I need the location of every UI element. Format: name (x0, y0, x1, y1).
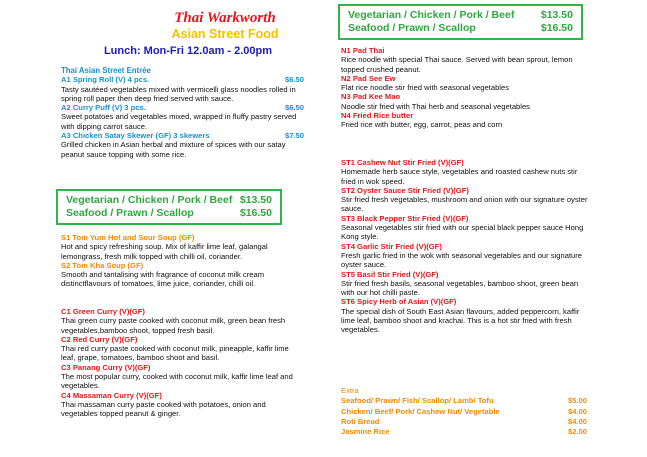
menu-item (61, 363, 304, 391)
item-desc: Seasonal vegetables stir fried with our special black pepper sauce Hong Kong style. (341, 223, 584, 242)
item-desc: Thai massaman curry paste cooked with potatoes, onion and vegetables topped peanut & ginger. (61, 399, 266, 419)
entree-title: Thai Asian Street Entrée (61, 66, 151, 75)
item-name: A3 Chicken Satay Skewer (GF) 3 skewers (61, 131, 210, 141)
item-name: ST6 Spicy Herb of Asian (V)(GF) (341, 297, 457, 307)
price-label: Vegetarian / Chicken / Pork / Beef (66, 194, 233, 206)
extra-label: Chicken/ Beef/ Pork/ Cashew Nut/ Vegetable (341, 406, 500, 416)
item-name: ST2 Oyster Sauce Stir Fried (V)(GF) (341, 185, 469, 195)
item-price: $6.50 (284, 103, 304, 113)
menu-item (341, 242, 591, 270)
item-name: ST5 Basil Stir Fried (V)(GF) (341, 269, 439, 279)
price-box-left (56, 189, 282, 225)
restaurant-subtitle: Asian Street Food (171, 27, 279, 41)
menu-item (61, 75, 304, 103)
extra-price: $4.00 (567, 416, 587, 426)
noodle-section (341, 46, 586, 130)
menu-item (61, 103, 304, 131)
price-value: $13.50 (540, 9, 573, 21)
item-desc: Grilled chicken in Asian herbal and mixture of spices with our satay peanut sauce topping with some rice. (61, 140, 286, 159)
item-price: $7.50 (284, 131, 304, 141)
extra-price: $5.00 (567, 396, 587, 406)
item-name: N2 Pad See Ew (341, 73, 396, 83)
item-name: ST1 Cashew Nut Stir Fried (V)(GF) (341, 158, 464, 167)
menu-item (61, 261, 304, 289)
item-desc: Tasty sautéed vegetables mixed with vermicelli glass noodles rolled in spring roll paper then deep fried served with sauce. (61, 84, 296, 103)
item-name: A2 Curry Puff (V) 3 pcs. (61, 103, 146, 113)
extra-price: $4.00 (567, 406, 587, 416)
stirfry-section (341, 158, 591, 335)
price-value: $16.50 (540, 22, 573, 34)
soup-section (61, 233, 304, 289)
item-desc: Stir fried fresh basils, seasonal vegetables, bamboo shoot, green bean with our hot chilli paste. (341, 278, 579, 298)
extras-title: Extra (341, 386, 359, 395)
item-name: C1 Green Curry (V)(GF) (61, 307, 145, 316)
menu-item (61, 391, 304, 419)
menu-item (341, 214, 591, 242)
item-desc: Smooth and tantalising with fragrance of coconut milk cream distinctflavours of tomatoes, lime juice, coriander, chilli oil. (61, 270, 265, 289)
item-desc: Thai green curry paste cooked with coconut milk, green bean fresh vegetables,bamboo shoot, topped fresh basil. (61, 316, 286, 335)
menu-item (341, 186, 591, 214)
price-label: Vegetarian / Chicken / Pork / Beef (348, 9, 515, 21)
menu-item (341, 74, 586, 93)
entree-section (61, 66, 304, 159)
item-name: ST3 Black Pepper Stir Fried (V)(GF) (341, 213, 469, 223)
price-value: $13.50 (239, 194, 272, 206)
item-name: N1 Pad Thai (341, 46, 385, 55)
restaurant-title: Thai Warkworth (174, 10, 276, 26)
item-name: A1 Spring Roll (V) 4 pcs. (61, 75, 150, 85)
extra-price: $2.00 (567, 427, 587, 437)
item-name: ST4 Garlic Stir Fried (V)(GF) (341, 241, 442, 251)
price-label: Seafood / Prawn / Scallop (348, 22, 476, 34)
menu-item (61, 335, 304, 363)
item-desc: Thai red curry paste cooked with coconut milk, pineapple, kaffir lime leaf, grape, tomatoes, bamboo shoot and basil. (61, 344, 289, 363)
menu-item (341, 46, 586, 74)
extras-section (341, 386, 587, 437)
extra-label: Seafood/ Prawn/ Fish/ Scallop/ Lamb/ Tofu (341, 396, 494, 406)
extra-label: Roti Bread (341, 416, 380, 426)
item-desc: The most popular curry, cooked with coconut milk, kaffir lime leaf and vegetables. (61, 372, 293, 391)
curry-section (61, 307, 304, 419)
item-desc: Flat rice noodle stir fried with seasonal vegetables (341, 83, 509, 93)
item-name: C3 Panang Curry (V)(GF) (61, 362, 151, 372)
lunch-hours: Lunch: Mon-Fri 12.0am - 2.00pm (103, 45, 273, 57)
item-name: C4 Massaman Curry (V)(GF) (61, 390, 162, 400)
item-desc: Fresh garlic fried in the wok with seasonal vegetables and our signature oyster sauce. (341, 250, 583, 270)
item-desc: Stir fried fresh vegetables, mushroom and onion with our signature oyster sauce. (341, 195, 588, 214)
menu-item (61, 307, 304, 335)
menu-item (61, 131, 304, 159)
item-desc: Fried rice with butter, egg, carrot, peas and corn (341, 120, 503, 130)
price-value: $16.50 (239, 207, 272, 219)
item-price: $6.50 (284, 75, 304, 85)
item-desc: Rice noodle with special Thai sauce. Served with bean sprout, lemon topped crushed peanut. (341, 55, 573, 74)
menu-item (341, 158, 591, 186)
item-desc: Homemade herb sauce style, vegetables and roasted cashew nuts stir fried in wok speed. (341, 167, 578, 186)
item-desc: Sweet potatoes and vegetables mixed, wrapped in fluffy pastry served with dipping carrot sauce. (61, 112, 297, 131)
item-name: N4 Fried Rice butter (341, 111, 414, 121)
price-box-right (338, 4, 583, 40)
item-desc: Hot and spicy refreshing soup. Mix of kaffir lime leaf, galangal lemongrass, fresh milk topped with chilli oil, coriander. (61, 242, 268, 261)
price-label: Seafood / Prawn / Scallop (66, 207, 194, 219)
menu-item (341, 270, 591, 298)
menu-item (341, 297, 591, 334)
item-desc: The special dish of South East Asian flavours, added peppercorn, kaffir lime leaf, bamboo shoot and krachai. This is a hot stir fried with fresh vegetables. (341, 306, 580, 335)
menu-item (61, 233, 304, 261)
item-name: N3 Pad Kee Mao (341, 92, 401, 102)
item-desc: Noodle stir fried with Thai herb and seasonal vegetables (341, 101, 530, 111)
extra-label: Jasmine Rice (341, 427, 390, 437)
item-name: S2 Tom Kha Soup (GF) (61, 260, 144, 270)
menu-item (341, 111, 586, 130)
menu-item (341, 92, 586, 111)
item-name: C2 Red Curry (V)(GF) (61, 334, 138, 344)
item-name: S1 Tom Yum Hot and Sour Soup (GF) (61, 233, 195, 242)
